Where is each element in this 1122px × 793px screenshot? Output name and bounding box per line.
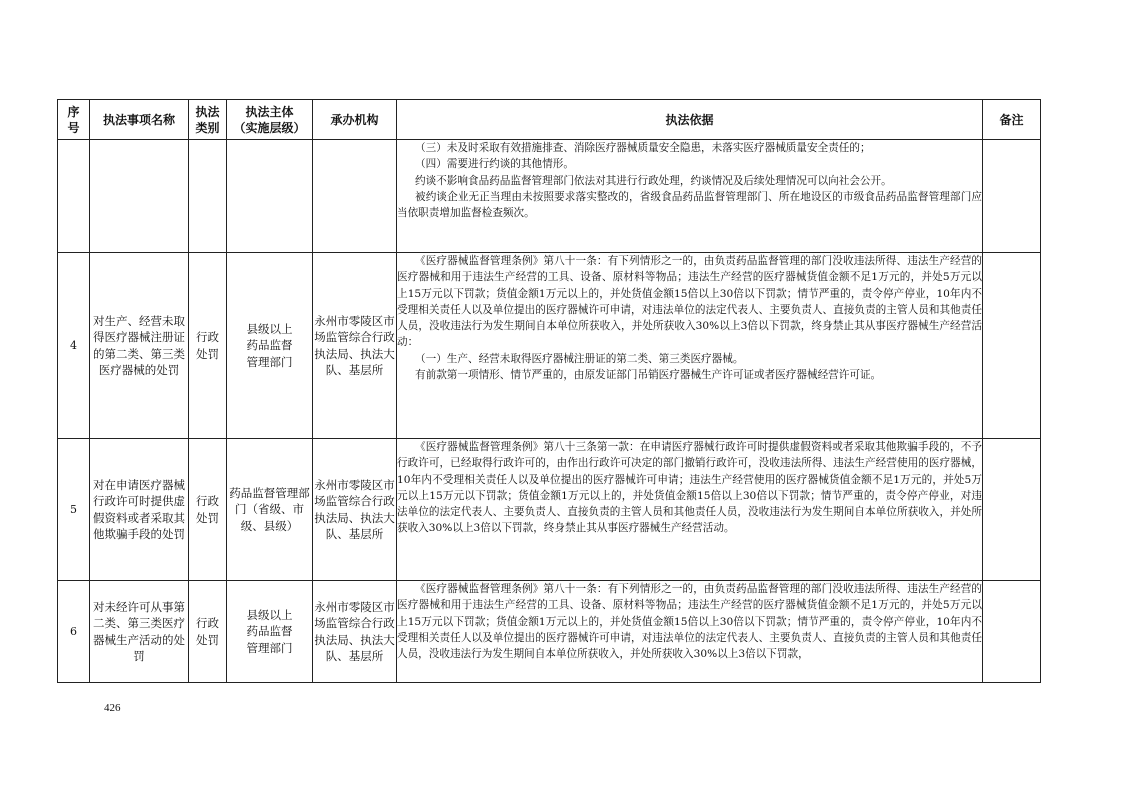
basis-paragraph: 被约谈企业无正当理由未按照要求落实整改的，省级食品药品监督管理部门、所在地设区的市级食品药品监督管理部门应当依职责增加监督检查频次。 xyxy=(397,190,982,220)
table-row xyxy=(58,253,1041,439)
row-agency: 永州市零陵区市场监管综合行政执法局、执法大队、基层所 xyxy=(313,439,397,581)
row-subject: 县级以上 药品监督 管理部门 xyxy=(227,253,313,439)
row-category xyxy=(189,140,227,253)
row-remark xyxy=(983,439,1041,581)
header-row xyxy=(58,100,1041,140)
row-basis xyxy=(397,581,983,683)
basis-paragraph: 《医疗器械监督管理条例》第八十一条：有下列情形之一的，由负责药品监督管理的部门没收违法所得、违法生产经营的医疗器械和用于违法生产经营的工具、设备、原材料等物品；违法生产经营的医疗器械货值金额不足1万元的，并处5万元以上15万元以下罚款；货值金额1万元以上的，并处货值金额15倍以上30倍以下罚款；情节严重的，责令停产停业，10年内不受理相关责任人以及单位提出的医疗器械许可申请，对违法单位的法定代表人、主要负责人、直接负责的主管人员和其他责任人员，没收违法行为发生期间自本单位所获收入，并处所获收入30%以上3倍以下罚款，终身禁止其从事医疗器械生产经营活动： xyxy=(397,255,982,349)
table-row xyxy=(58,581,1041,683)
basis-paragraph: （三）未及时采取有效措施排查、消除医疗器械质量安全隐患，未落实医疗器械质量安全责任的； xyxy=(415,142,871,154)
row-agency xyxy=(313,140,397,253)
row-seq xyxy=(58,140,90,253)
row-category: 行政 处罚 xyxy=(189,581,227,683)
header-seq: 序 号 xyxy=(58,100,90,140)
header-category: 执法 类别 xyxy=(189,100,227,140)
basis-paragraph: （一）生产、经营未取得医疗器械注册证的第二类、第三类医疗器械。 xyxy=(415,352,744,365)
basis-paragraph: （四）需要进行约谈的其他情形。 xyxy=(415,158,574,171)
row-remark xyxy=(983,581,1041,683)
row-remark xyxy=(983,140,1041,253)
row-seq: 6 xyxy=(58,581,90,683)
row-basis xyxy=(397,140,983,253)
header-basis: 执法依据 xyxy=(397,100,983,140)
row-name: 对生产、经营未取得医疗器械注册证的第二类、第三类医疗器械的处罚 xyxy=(90,253,189,439)
row-name: 对在申请医疗器械行政许可时提供虚假资料或者采取其他欺骗手段的处罚 xyxy=(90,439,189,581)
row-seq: 5 xyxy=(58,439,90,581)
row-basis xyxy=(397,439,983,581)
row-remark xyxy=(983,253,1041,439)
row-category: 行政 处罚 xyxy=(189,439,227,581)
basis-paragraph: 《医疗器械监督管理条例》第八十三条第一款：在申请医疗器械行政许可时提供虚假资料或者采取其他欺骗手段的，不予行政许可，已经取得行政许可的，由作出行政许可决定的部门撤销行政许可，没收违法所得、违法生产经营使用的医疗器械，10年内不受理相关责任人以及单位提出的医疗器械许可申请；违法生产经营使用的医疗器械货值金额不足1万元的，并处5万元以上15万元以下罚款；货值金额1万元以上的，并处货值金额15倍以上30倍以下罚款；情节严重的，责令停产停业，对违法单位的法定代表人、主要负责人、直接负责的主管人员和其他责任人员，没收违法行为发生期间自本单位所获收入，并处所获收入30%以上3倍以下罚款，终身禁止其从事医疗器械生产经营活动。 xyxy=(397,441,982,535)
row-subject: 药品监督管理部门（省级、市级、县级） xyxy=(227,439,313,581)
row-name: 对未经许可从事第二类、第三类医疗器械生产活动的处罚 xyxy=(90,581,189,683)
table-row xyxy=(58,140,1041,253)
header-name: 执法事项名称 xyxy=(90,100,189,140)
row-subject xyxy=(227,140,313,253)
enforcement-table xyxy=(57,99,1041,683)
row-basis xyxy=(397,253,983,439)
header-agency: 承办机构 xyxy=(313,100,397,140)
header-remark: 备注 xyxy=(983,100,1041,140)
row-category: 行政 处罚 xyxy=(189,253,227,439)
table-row xyxy=(58,439,1041,581)
page-number: 426 xyxy=(104,702,121,714)
row-subject: 县级以上 药品监督 管理部门 xyxy=(227,581,313,683)
basis-paragraph: 约谈不影响食品药品监督管理部门依法对其进行行政处理，约谈情况及后续处理情况可以向社会公开。 xyxy=(415,174,892,187)
row-seq: 4 xyxy=(58,253,90,439)
row-agency: 永州市零陵区市场监管综合行政执法局、执法大队、基层所 xyxy=(313,581,397,683)
basis-paragraph: 《医疗器械监督管理条例》第八十一条：有下列情形之一的，由负责药品监督管理的部门没收违法所得、违法生产经营的医疗器械和用于违法生产经营的工具、设备、原材料等物品；违法生产经营的医疗器械货值金额不足1万元的，并处5万元以上15万元以下罚款；货值金额1万元以上的，并处货值金额15倍以上30倍以下罚款；情节严重的，责令停产停业，10年内不受理相关责任人以及单位提出的医疗器械许可申请，对违法单位的法定代表人、主要负责人、直接负责的主管人员和其他责任人员，没收违法行为发生期间自本单位所获收入，并处所获收入30%以上3倍以下罚款， xyxy=(397,583,982,661)
row-agency: 永州市零陵区市场监管综合行政执法局、执法大队、基层所 xyxy=(313,253,397,439)
basis-paragraph: 有前款第一项情形、情节严重的，由原发证部门吊销医疗器械生产许可证或者医疗器械经营许可证。 xyxy=(415,369,882,382)
row-name xyxy=(90,140,189,253)
header-subject: 执法主体 （实施层级） xyxy=(227,100,313,140)
